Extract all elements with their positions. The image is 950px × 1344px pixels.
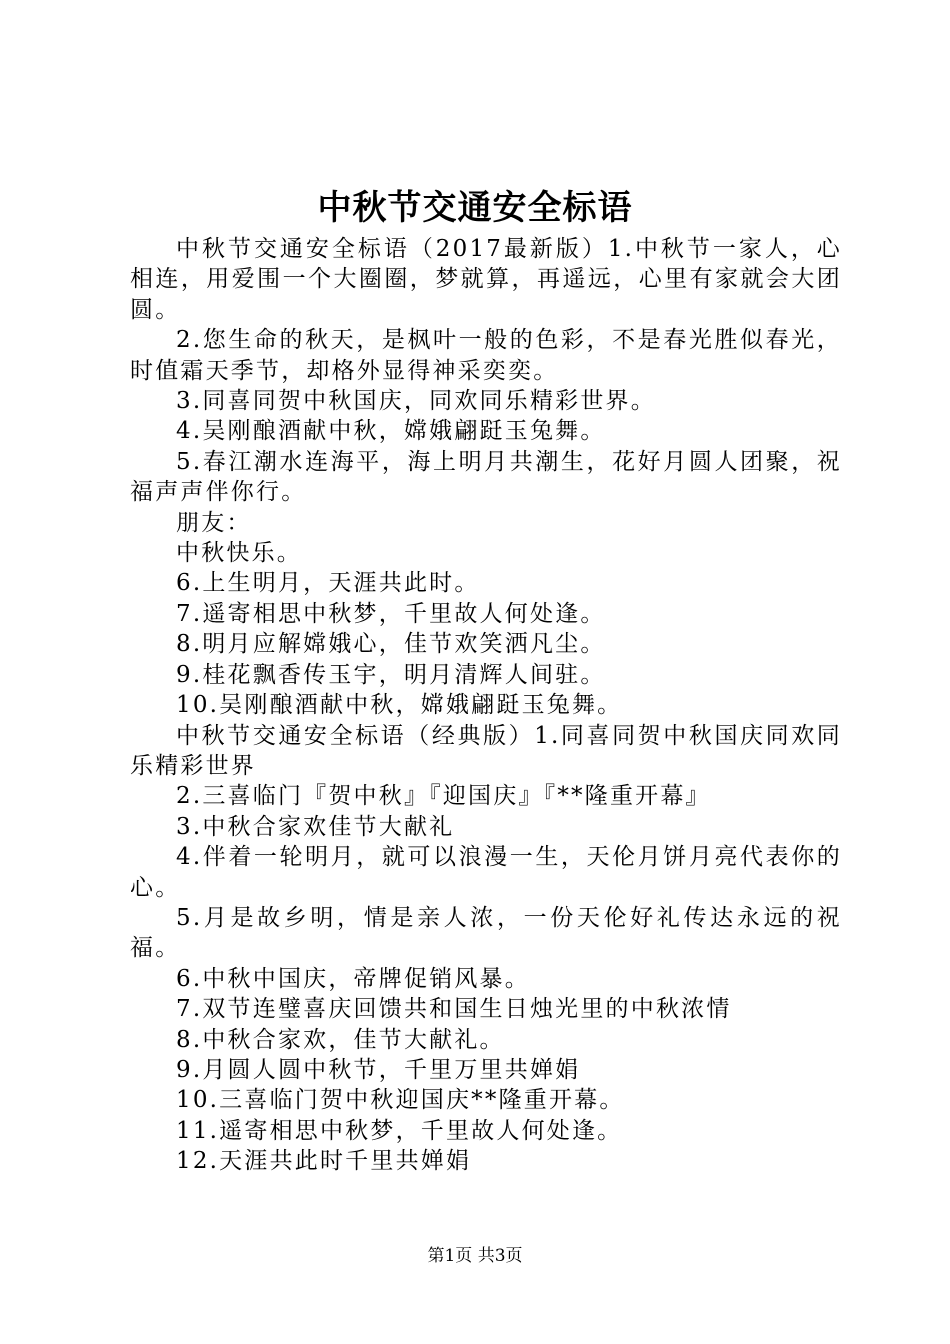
paragraph: 8.中秋合家欢，佳节大献礼。 <box>176 1026 505 1053</box>
paragraph: 3.中秋合家欢佳节大献礼 <box>176 813 455 840</box>
paragraph: 11.遥寄相思中秋梦，千里故人何处逢。 <box>176 1117 623 1144</box>
page-number-footer: 第1页 共3页 <box>427 1246 523 1266</box>
document-body <box>130 234 842 1177</box>
paragraph: 7.遥寄相思中秋梦，千里故人何处逢。 <box>176 600 606 627</box>
paragraph: 中秋快乐。 <box>176 540 302 567</box>
paragraph: 3.同喜同贺中秋国庆，同欢同乐精彩世界。 <box>176 388 656 415</box>
paragraph: 6.中秋中国庆，帝牌促销风暴。 <box>176 965 530 992</box>
paragraph: 5.春江潮水连海平，海上明月共潮生，花好月圆人团聚，祝福声声伴你行。 <box>130 448 842 506</box>
paragraph: 2.三喜临门『贺中秋』『迎国庆』『**隆重开幕』 <box>176 783 711 810</box>
paragraph: 12.天涯共此时千里共婵娟 <box>176 1148 472 1175</box>
paragraph: 9.桂花飘香传玉宇，明月清辉人间驻。 <box>176 661 606 688</box>
paragraph: 10.吴刚酿酒献中秋，嫦娥翩跹玉兔舞。 <box>176 692 623 719</box>
paragraph: 5.月是故乡明，情是亲人浓，一份天伦好礼传达永远的祝福。 <box>130 904 842 962</box>
paragraph: 4.伴着一轮明月，就可以浪漫一生，天伦月饼月亮代表你的心。 <box>130 844 842 901</box>
paragraph: 7.双节连璧喜庆回馈共和国生日烛光里的中秋浓情 <box>176 996 732 1023</box>
paragraph: 9.月圆人圆中秋节，千里万里共婵娟 <box>176 1056 581 1083</box>
paragraph: 6.上生明月，天涯共此时。 <box>176 570 480 597</box>
paragraph: 2.您生命的秋天，是枫叶一般的色彩，不是春光胜似春光，时值霜天季节，却格外显得神采奕奕。 <box>130 327 842 384</box>
paragraph: 朋友： <box>176 509 252 536</box>
paragraph: 中秋节交通安全标语（经典版）1.同喜同贺中秋国庆同欢同乐精彩世界 <box>130 722 842 779</box>
document-title: 中秋节交通安全标语 <box>317 188 633 228</box>
paragraph: 4.吴刚酿酒献中秋，嫦娥翩跹玉兔舞。 <box>176 418 606 445</box>
paragraph: 8.明月应解嫦娥心，佳节欢笑洒凡尘。 <box>176 631 606 658</box>
paragraph: 中秋节交通安全标语（2017最新版）1.中秋节一家人，心相连，用爱围一个大圈圈，梦就算，再遥远，心里有家就会大团圆。 <box>130 236 842 323</box>
paragraph: 10.三喜临门贺中秋迎国庆**隆重开幕。 <box>176 1087 625 1114</box>
